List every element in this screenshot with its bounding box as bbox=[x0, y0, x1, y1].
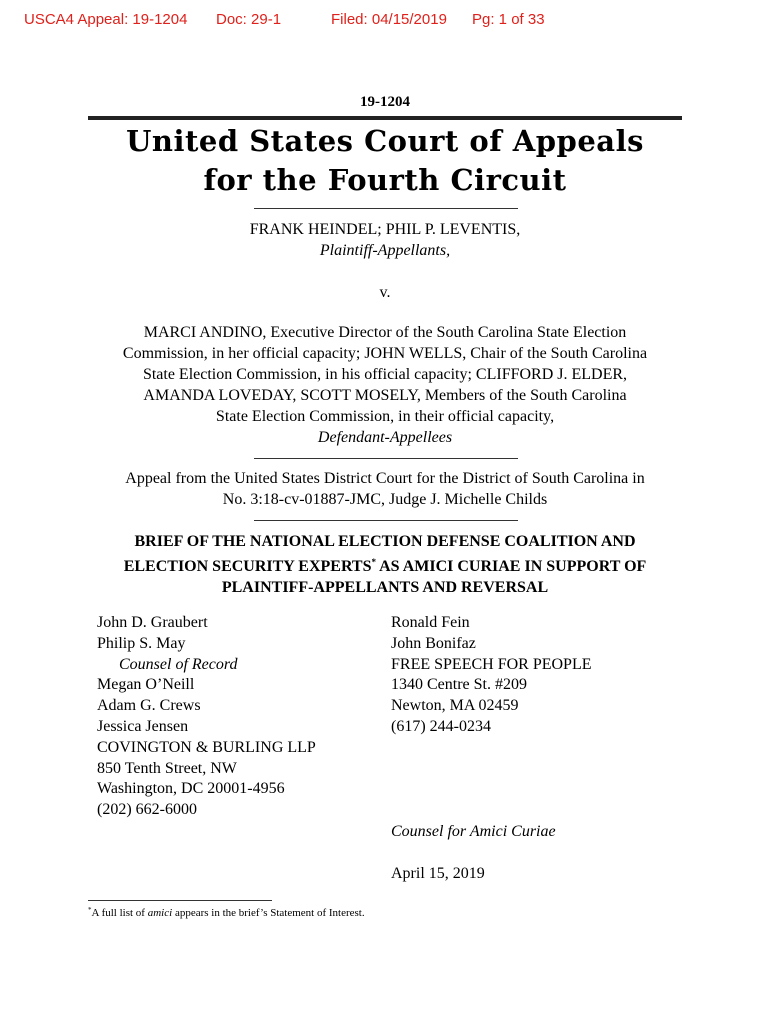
appeal-number: USCA4 Appeal: 19-1204 bbox=[24, 11, 188, 28]
firm-city: Washington, DC 20001-4956 bbox=[97, 780, 285, 798]
defendants-line: State Election Commission, in their official capacity, bbox=[215, 408, 555, 425]
page-count: Pg: 1 of 33 bbox=[472, 11, 545, 28]
title-rule bbox=[88, 116, 682, 120]
appeal-from-line1: Appeal from the United States District Court for the District of South Carolina in bbox=[125, 470, 645, 487]
org-city: Newton, MA 02459 bbox=[391, 697, 519, 715]
defendants-line: Commission, in her official capacity; JOHN WELLS, Chair of the South Carolina bbox=[122, 345, 648, 362]
divider bbox=[254, 520, 518, 521]
footnote-mark: * bbox=[371, 557, 376, 567]
counsel-name: Megan O’Neill bbox=[97, 676, 195, 694]
defendants-block bbox=[0, 322, 770, 448]
counsel-role: Counsel for Amici Curiae bbox=[391, 823, 556, 840]
doc-number: Doc: 29-1 bbox=[216, 11, 282, 28]
court-name-line1: United States Court of Appeals bbox=[126, 124, 644, 158]
counsel-name: Ronald Fein bbox=[391, 614, 470, 631]
appeal-from-block bbox=[0, 468, 770, 510]
counsel-right bbox=[391, 613, 591, 738]
footnote: *A full list of amici appears in the brief’s Statement of Interest. bbox=[88, 906, 365, 919]
footnote-rule bbox=[88, 900, 272, 901]
plaintiffs-role: Plaintiff-Appellants, bbox=[319, 242, 451, 259]
brief-title-line3: PLAINTIFF-APPELLANTS AND REVERSAL bbox=[221, 579, 549, 596]
versus: v. bbox=[379, 284, 391, 301]
court-name-line2: for the Fourth Circuit bbox=[203, 163, 567, 197]
org-address: 1340 Centre St. #209 bbox=[391, 676, 527, 694]
counsel-name: John D. Graubert bbox=[97, 614, 208, 631]
footnote-mark: * bbox=[88, 906, 92, 914]
counsel-name: Philip S. May bbox=[97, 634, 186, 652]
org-name: FREE SPEECH FOR PEOPLE bbox=[391, 655, 592, 673]
defendants-line: AMANDA LOVEDAY, SCOTT MOSELY, Members of the South Carolina bbox=[143, 387, 627, 404]
brief-title-line1: BRIEF OF THE NATIONAL ELECTION DEFENSE COALITION AND bbox=[134, 533, 636, 550]
case-number: 19-1204 bbox=[360, 94, 410, 110]
plaintiffs-block bbox=[0, 219, 770, 261]
defendants-line: State Election Commission, in his official capacity; CLIFFORD J. ELDER, bbox=[142, 366, 628, 383]
filed-date: Filed: 04/15/2019 bbox=[331, 11, 447, 28]
counsel-left bbox=[97, 613, 316, 821]
firm-name: COVINGTON & BURLING LLP bbox=[97, 738, 316, 756]
firm-address: 850 Tenth Street, NW bbox=[97, 759, 237, 777]
divider bbox=[254, 458, 518, 459]
defendants-line: MARCI ANDINO, Executive Director of the South Carolina State Election bbox=[143, 324, 627, 341]
divider bbox=[254, 208, 518, 209]
brief-title-line2: ELECTION SECURITY EXPERTS* AS AMICI CURIAE IN SUPPORT OF bbox=[123, 557, 647, 575]
appeal-from-line2: No. 3:18-cv-01887-JMC, Judge J. Michelle Childs bbox=[222, 491, 548, 508]
org-phone: (617) 244-0234 bbox=[391, 717, 491, 735]
firm-phone: (202) 662-6000 bbox=[97, 801, 197, 819]
counsel-name: Jessica Jensen bbox=[97, 717, 189, 735]
counsel-name: Adam G. Crews bbox=[97, 697, 201, 715]
ecf-header-stamp bbox=[0, 11, 770, 31]
plaintiffs-names: FRANK HEINDEL; PHIL P. LEVENTIS, bbox=[249, 221, 521, 238]
counsel-name: John Bonifaz bbox=[391, 634, 476, 652]
defendants-role: Defendant-Appellees bbox=[317, 429, 453, 446]
brief-title bbox=[0, 531, 770, 598]
counsel-of-record: Counsel of Record bbox=[119, 655, 238, 673]
filing-date: April 15, 2019 bbox=[391, 865, 485, 882]
